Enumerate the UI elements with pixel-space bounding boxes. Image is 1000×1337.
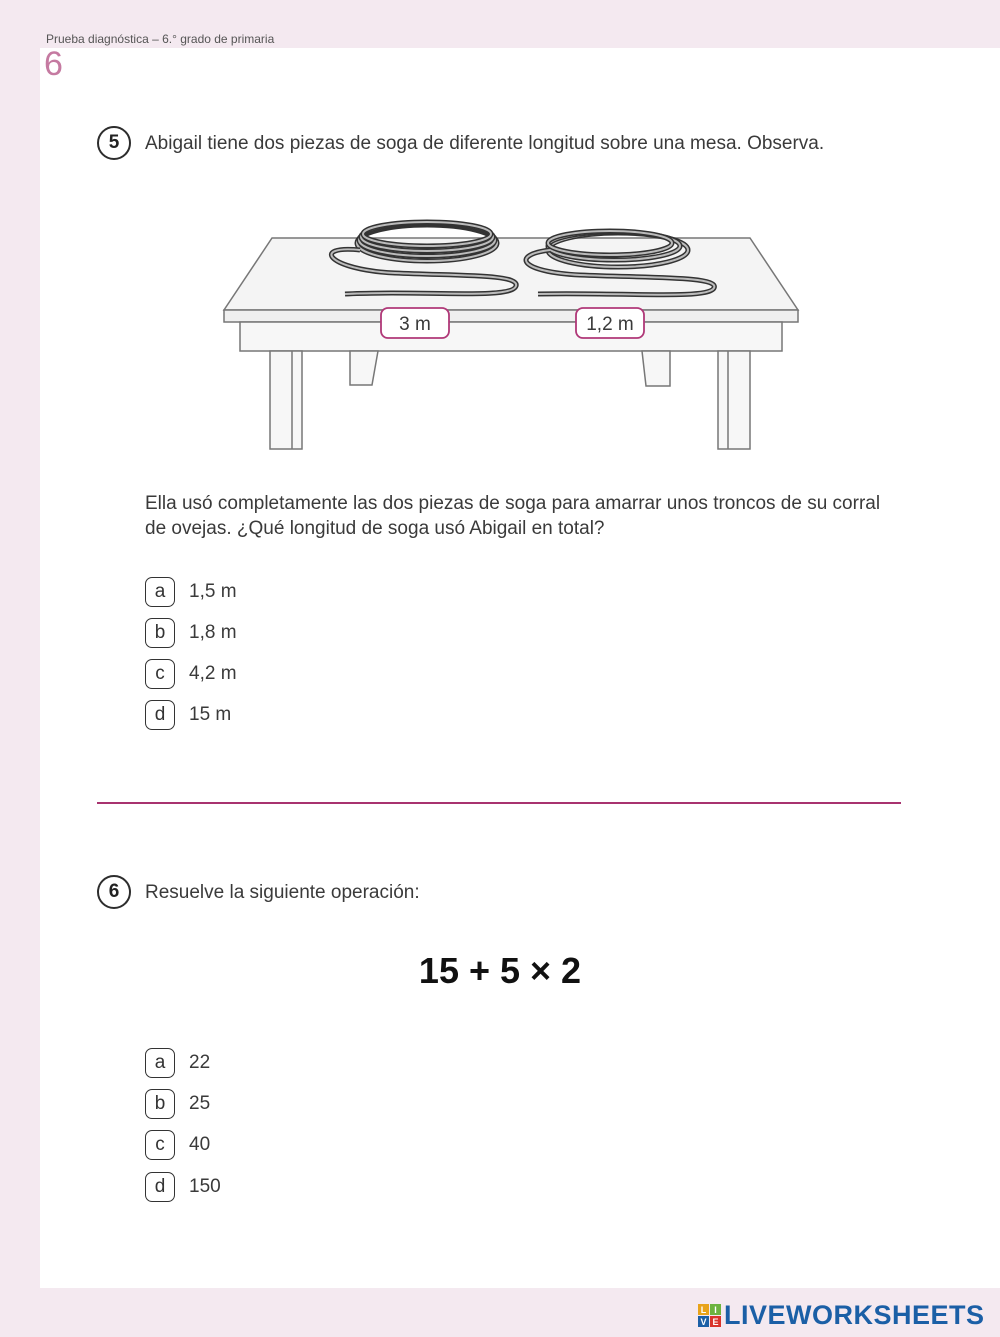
question-5-prompt: Abigail tiene dos piezas de soga de diferente longitud sobre una mesa. Observa. [145,133,825,154]
question-6-prompt: Resuelve la siguiente operación: [145,882,420,903]
question-6-option-a[interactable] [145,1048,210,1078]
option-text: 4,2 m [189,663,237,684]
table-edge [224,310,798,322]
question-6-option-b[interactable] [145,1089,210,1119]
question-6-option-d[interactable] [145,1172,221,1202]
question-5-option-b[interactable] [145,618,237,648]
logo-mark-v: V [698,1316,709,1327]
question-5-option-a[interactable] [145,577,237,607]
option-text: 25 [189,1093,211,1114]
option-letter: d [145,700,175,730]
option-letter: a [145,577,175,607]
option-text: 1,8 m [189,622,237,643]
rope-label-2: 1,2 m [586,314,634,335]
logo-text: LIVEWORKSHEETS [724,1300,985,1330]
question-5-number: 5 [97,126,131,160]
section-divider [97,802,901,804]
math-expression: 15 + 5 × 2 [418,950,582,991]
grade-number: 6 [44,45,63,83]
option-text: 150 [189,1176,221,1197]
option-letter: b [145,618,175,648]
header-title: Prueba diagnóstica – 6.° grado de primaria [46,32,275,46]
option-letter: c [145,659,175,689]
option-text: 40 [189,1134,211,1155]
question-5-option-d[interactable] [145,700,231,730]
option-letter: d [145,1172,175,1202]
liveworksheets-logo[interactable] [698,1300,985,1331]
logo-mark-i: I [710,1304,721,1315]
liveworksheets-logo-icon [698,1304,721,1327]
question-6-option-c[interactable] [145,1130,210,1160]
table-legs [270,351,750,449]
option-letter: b [145,1089,175,1119]
logo-mark-e: E [710,1316,721,1327]
option-text: 22 [189,1052,211,1073]
table-top [224,238,798,310]
option-letter: a [145,1048,175,1078]
question-6-number: 6 [97,875,131,909]
option-text: 1,5 m [189,581,237,602]
table-with-ropes-illustration [220,210,810,455]
rope-label-1: 3 m [399,314,431,335]
question-5-body-line-1: Ella usó completamente las dos piezas de soga para amarrar unos troncos de su corral [145,493,881,514]
question-5-body-line-2: de ovejas. ¿Qué longitud de soga usó Abigail en total? [145,518,605,539]
option-text: 15 m [189,704,232,725]
option-letter: c [145,1130,175,1160]
question-5-option-c[interactable] [145,659,237,689]
table-apron [240,322,782,351]
logo-mark-l: L [698,1304,709,1315]
